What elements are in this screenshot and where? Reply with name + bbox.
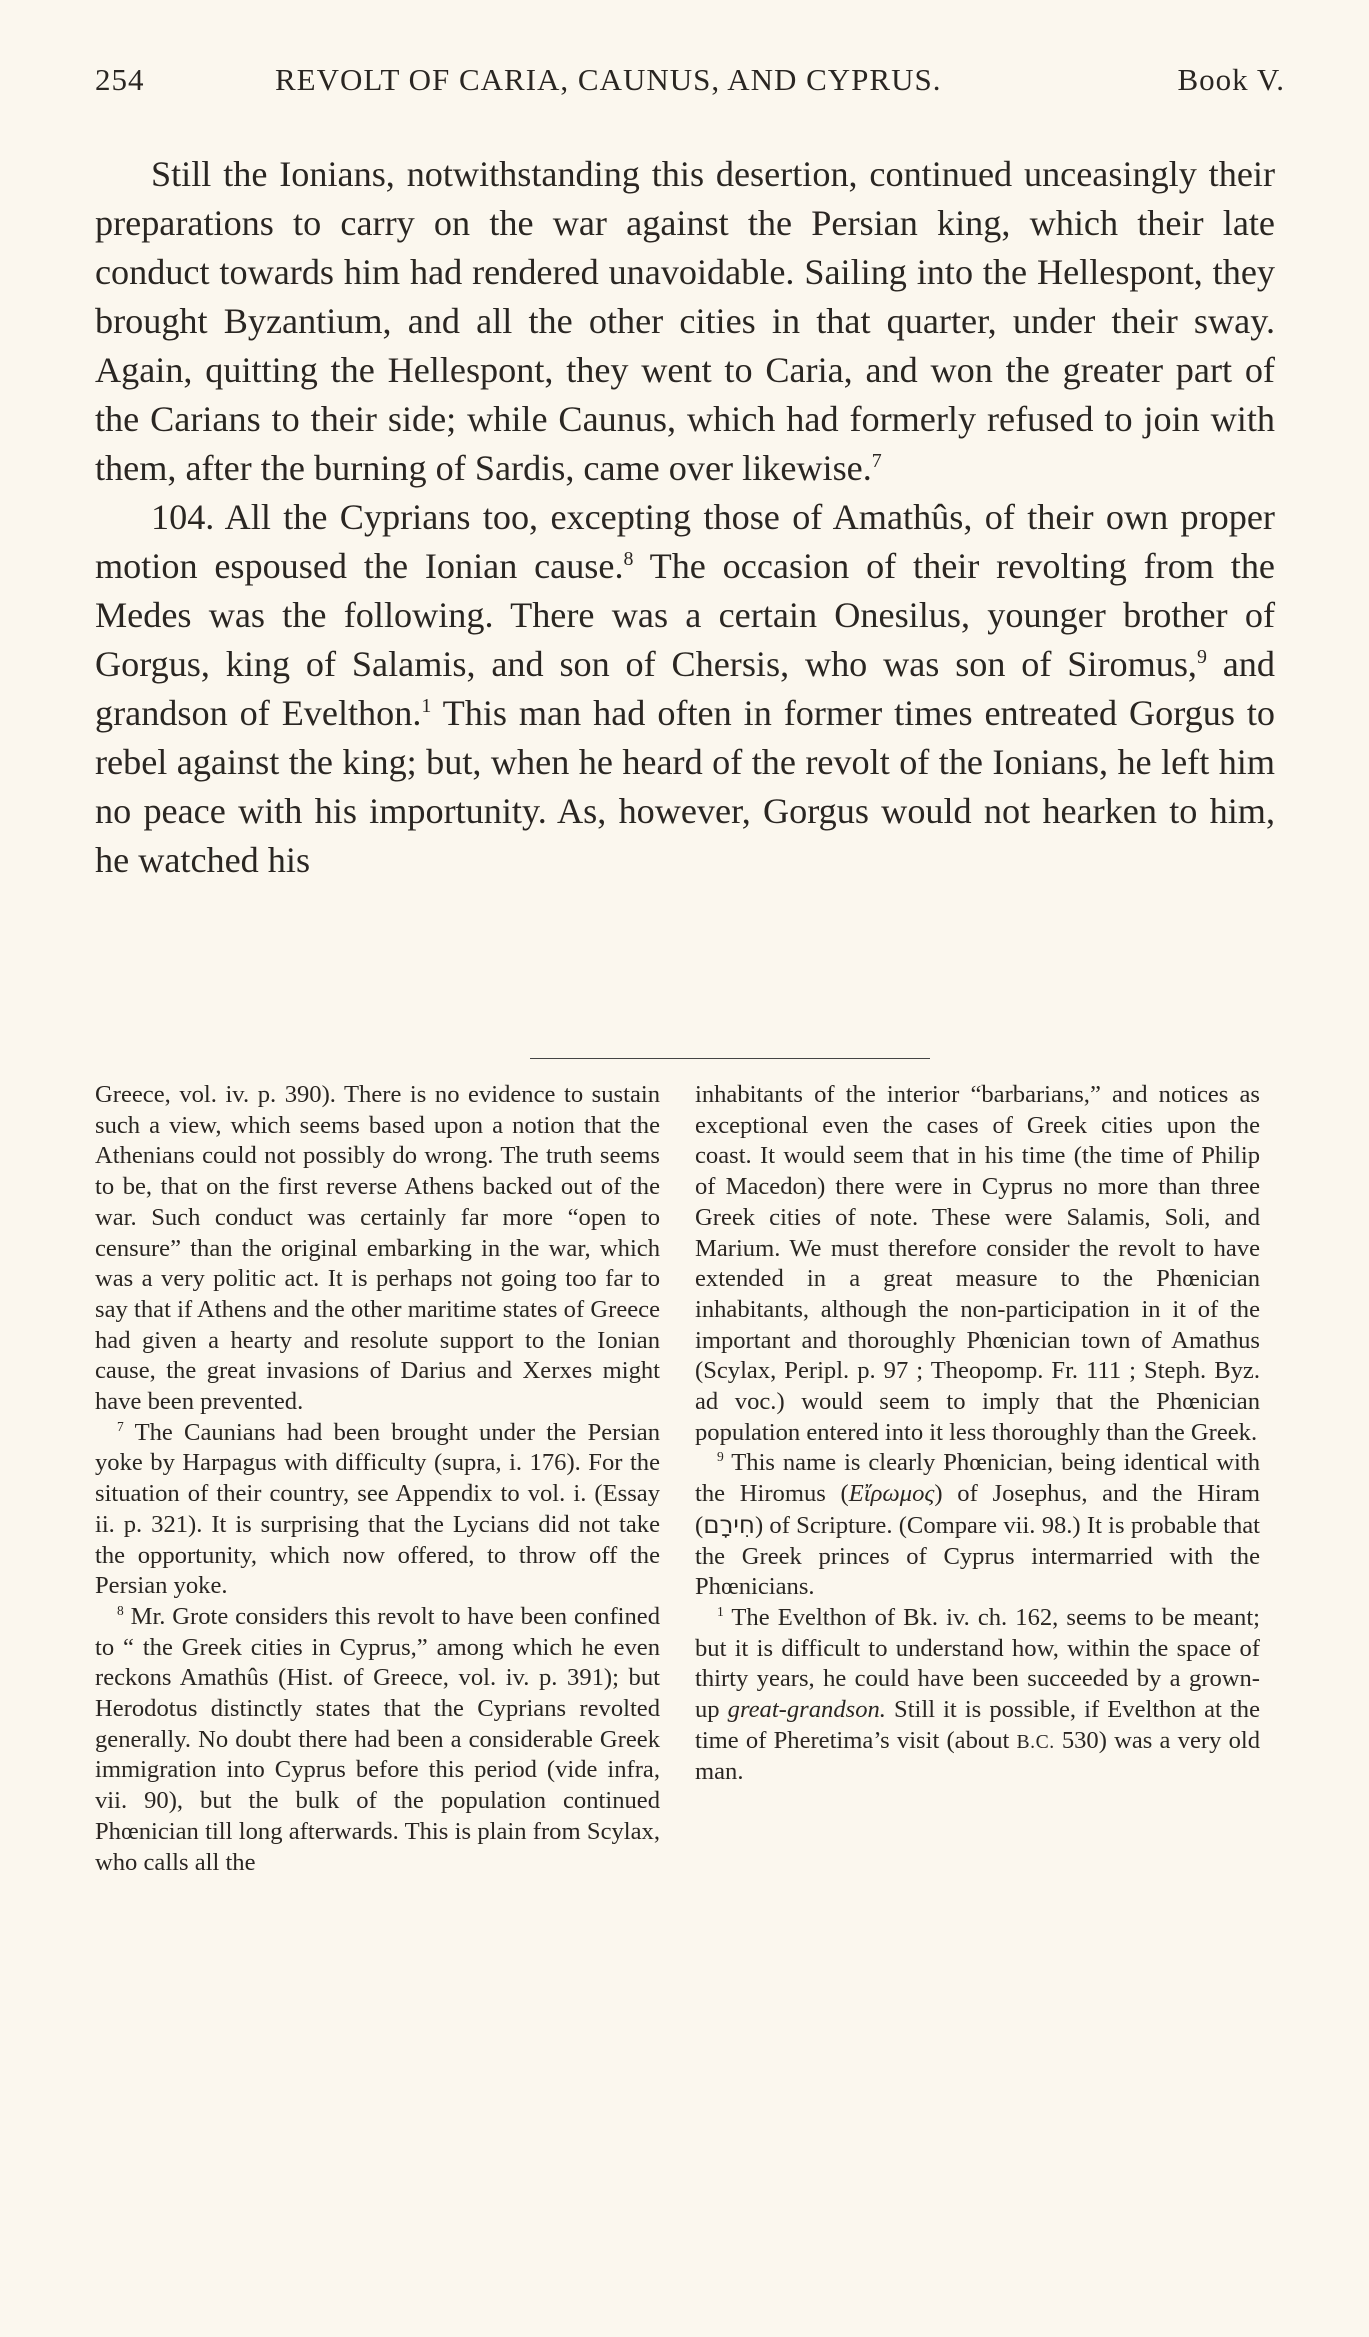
footnote-9: $^9$ This name is clearly Phœnician, being identical with the Hiromus (Εἴρωμος) of Josephus, and the Hiram (חִירָם) of Scripture. (Compare vii. 98.) It is probable that the Greek princes of Cyprus intermarried with the Phœnicians. <box>695 1449 1260 1601</box>
footnote-ref-7: 7 <box>871 449 882 472</box>
footnote-1: $^1$ The Evelthon of Bk. iv. ch. 162, seems to be meant; but it is difficult to understand how, within the space of thirty years, he could have been succeeded by a grown-up great-grandson. Still it is possible, if Evelthon at the time of Pheretima’s visit (about B.C. 530) was a very old man. <box>695 1603 1260 1786</box>
footnote-ref-1: 1 <box>421 694 432 717</box>
footnotes-left-column <box>95 1080 660 1878</box>
main-text <box>95 150 1275 885</box>
footnote-continuation: Greece, vol. iv. p. 390). There is no evidence to sustain such a view, which seems based upon a notion that the Athenians could not possibly do wrong. The truth seems to be, that on the first reverse Athens backed out of the war. Such conduct was certainly far more “open to censure” than the original embarking in the war, which was a very politic act. It is perhaps not going too far to say that if Athens and the other maritime states of Greece had given a hearty and resolute support to the Ionian cause, the great invasions of Darius and Xerxes might have been prevented. <box>95 1081 660 1416</box>
footnote-divider <box>530 1058 930 1059</box>
page-number: 254 <box>95 62 145 97</box>
footnote-8: $^8$ Mr. Grote considers this revolt to have been confined to “ the Greek cities in Cyprus,” among which he even reckons Amathûs (Hist. of Greece, vol. iv. p. 391); but Herodotus distinctly states that the Cyprians revolted generally. No doubt there had been a considerable Greek immigration into Cyprus before this period (vide infra, vii. 90), but the bulk of the population continued Phœnician till long afterwards. This is plain from Scylax, who calls all the <box>95 1602 660 1876</box>
hebrew-word: חִירָם <box>703 1509 755 1539</box>
paragraph-104: 104. All the Cyprians too, excepting those of Amathûs, of their own proper motion espoused the Ionian cause.$^8$ The occasion of their revolting from the Medes was the following. There was a certain Onesilus, younger brother of Gorgus, king of Salamis, and son of Chersis, who was son of Siromus,$^9$ and grandson of Evelthon.$^1$ This man had often in former times entreated Gorgus to rebel against the king; but, when he heard of the revolt of the Ionians, he left him no peace with his importunity. As, however, Gorgus would not hearken to him, he watched his <box>95 497 1275 880</box>
footnote-ref-8: 8 <box>623 547 634 570</box>
footnote-ref-9: 9 <box>1196 645 1207 668</box>
footnotes-right-column <box>695 1080 1260 1788</box>
running-header <box>95 62 1285 112</box>
paragraph-1: Still the Ionians, notwithstanding this desertion, continued unceasingly their preparations to carry on the war against the Persian king, which their late conduct towards him had rendered unavoidable. Sailing into the Hellespont, they brought Byzantium, and all the other cities in that quarter, under their sway. Again, quitting the Hellespont, they went to Caria, and won the greater part of the Carians to their side; while Caunus, which had formerly refused to join with them, after the burning of Sardis, came over likewise.$^7$ <box>95 154 1275 488</box>
greek-word: Εἴρωμος <box>848 1480 935 1508</box>
footnote-8-continuation: inhabitants of the interior “barbarians,” and notices as exceptional even the cases of Greek cities upon the coast. It would seem that in his time (the time of Philip of Macedon) there were in Cyprus no more than three Greek cities of note. These were Salamis, Soli, and Marium. We must therefore consider the revolt to have extended in a great measure to the Phœnician inhabitants, although the non-participation in it of the important and thoroughly Phœnician town of Amathus (Scylax, Peripl. p. 97 ; Theopomp. Fr. 111 ; Steph. Byz. ad voc.) would seem to imply that the Phœnician population entered into it less thoroughly than the Greek. <box>695 1081 1260 1446</box>
running-title: REVOLT OF CARIA, CAUNUS, AND CYPRUS. <box>275 62 942 97</box>
book-label: Book V. <box>1177 62 1285 97</box>
footnote-7: $^7$ The Caunians had been brought under the Persian yoke by Harpagus with difficulty (supra, i. 176). For the situation of their country, see Appendix to vol. i. (Essay ii. p. 321). It is surprising that the Lycians did not take the opportunity, which now offered, to throw off the Persian yoke. <box>95 1418 660 1600</box>
